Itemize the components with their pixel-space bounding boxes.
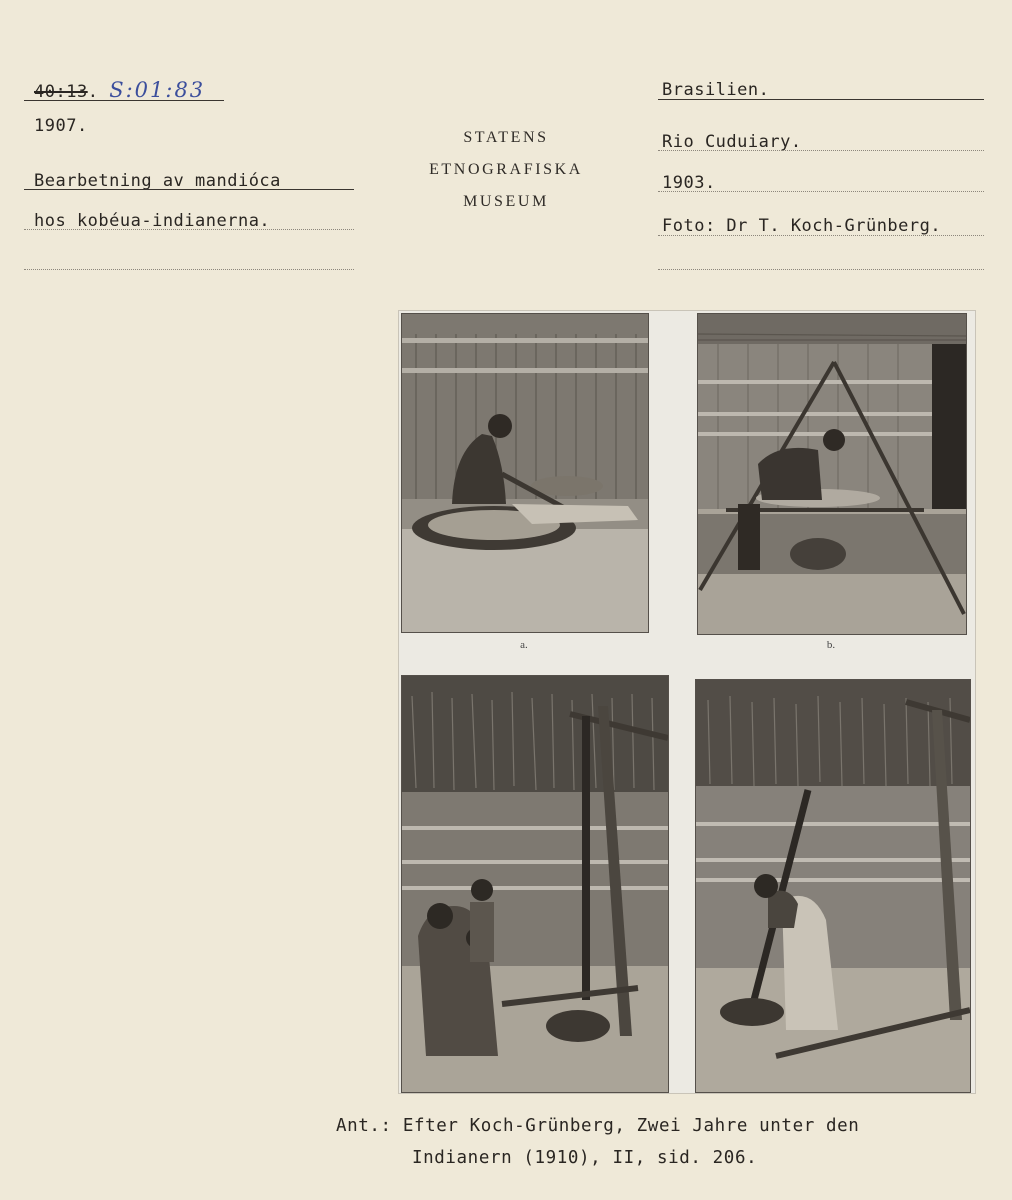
catalog-number-rule: [24, 100, 224, 101]
source-line-1: Ant.: Efter Koch-Grünberg, Zwei Jahre unter den: [336, 1116, 860, 1136]
photographer: Foto: Dr T. Koch-Grünberg.: [662, 216, 942, 236]
caption-a: a.: [520, 639, 528, 651]
photo-d: [695, 679, 971, 1093]
catalog-year: 1907.: [34, 116, 88, 136]
caption-b: b.: [826, 639, 836, 651]
photographer-dots: [658, 235, 984, 236]
catalog-number-struck: 40:13: [34, 82, 88, 102]
photographer-dots-2: [658, 269, 984, 270]
source-note: [336, 1110, 859, 1174]
museum-line-2: ETNOGRAFISKA: [429, 161, 583, 178]
title-dots-2: [24, 229, 354, 230]
place: Rio Cuduiary.: [662, 132, 802, 152]
field-year-dots: [658, 191, 984, 192]
photo-a: [401, 313, 649, 633]
source-line-2: Indianern (1910), II, sid. 206.: [412, 1148, 758, 1168]
photo-c: [401, 675, 669, 1093]
country: Brasilien.: [662, 80, 770, 100]
title-line-2: hos kobéua-indianerna.: [34, 211, 271, 231]
museum-line-1: STATENS: [463, 129, 549, 146]
photo-a-image: [402, 314, 648, 632]
photo-b: [697, 313, 967, 635]
catalog-number-suffix: .: [87, 82, 99, 102]
title-rule-1: [24, 189, 354, 190]
country-rule: [658, 99, 984, 100]
field-year: 1903.: [662, 173, 716, 193]
place-dots: [658, 150, 984, 151]
catalog-number-line: [34, 78, 205, 102]
museum-line-3: MUSEUM: [463, 193, 549, 210]
photo-plate: [398, 310, 976, 1094]
title-line-1: Bearbetning av mandióca: [34, 171, 281, 191]
photo-b-image: [698, 314, 966, 634]
handwritten-reference: S:01:83: [109, 78, 206, 102]
photo-d-image: [696, 680, 970, 1092]
title-dots-3: [24, 269, 354, 270]
photo-c-image: [402, 676, 668, 1092]
museum-header: [400, 122, 612, 218]
